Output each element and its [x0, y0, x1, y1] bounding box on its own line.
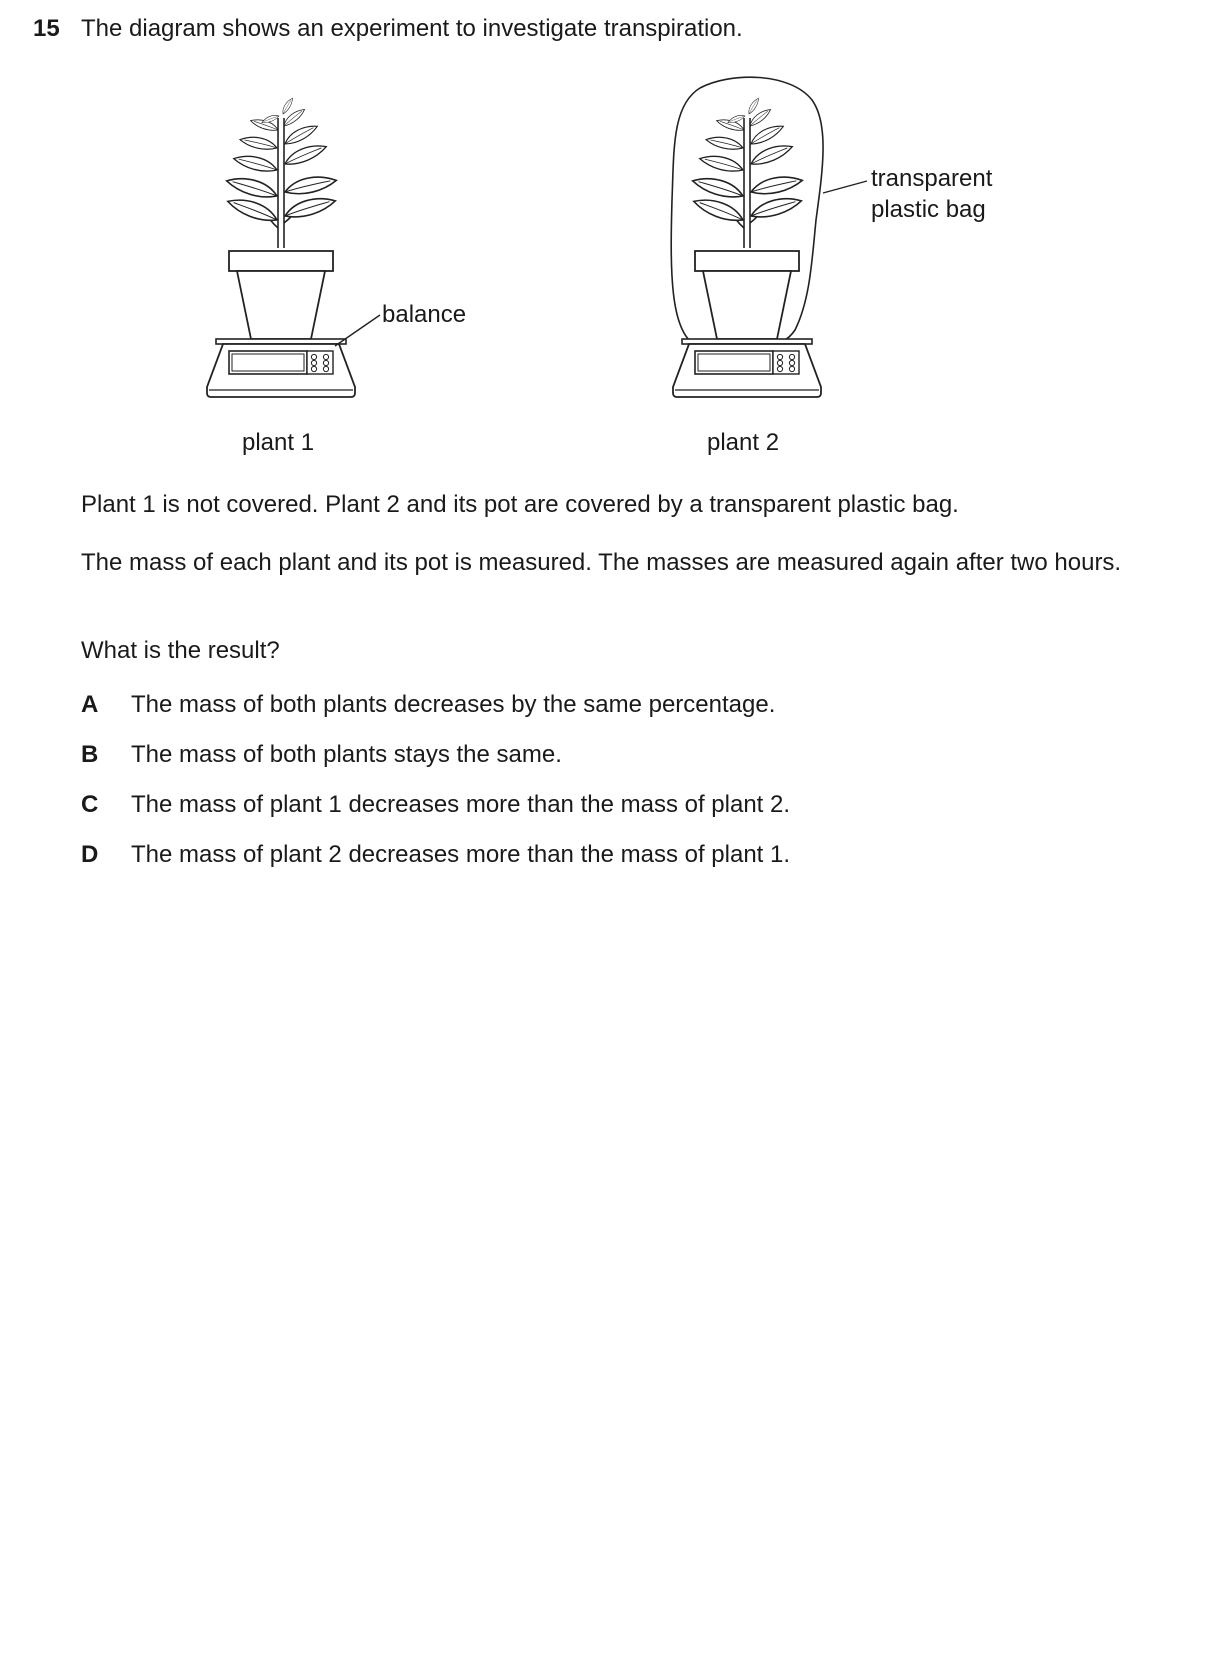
option-b-text: The mass of both plants stays the same. — [131, 741, 562, 768]
balance-label: balance — [382, 301, 467, 328]
option-a-text: The mass of both plants decreases by the same percentage. — [131, 691, 776, 718]
plant-1-caption: plant 1 — [242, 429, 315, 456]
option-c-letter: C — [81, 791, 99, 818]
plant-1-drawing — [207, 97, 380, 397]
option-b-letter: B — [81, 741, 99, 768]
transpiration-diagram — [0, 0, 1209, 460]
paragraph-2: The mass of each plant and its pot is measured. The masses are measured again after two hours. — [81, 549, 1122, 576]
option-c-text: The mass of plant 1 decreases more than the mass of plant 2. — [131, 791, 791, 818]
option-c — [81, 790, 790, 820]
option-d-letter: D — [81, 841, 99, 868]
option-b — [81, 740, 562, 770]
plant-2-caption: plant 2 — [707, 429, 780, 456]
question-prompt: What is the result? — [81, 637, 280, 664]
option-d-text: The mass of plant 2 decreases more than the mass of plant 1. — [131, 841, 791, 868]
paragraph-1: Plant 1 is not covered. Plant 2 and its pot are covered by a transparent plastic bag. — [81, 491, 959, 518]
plant-2-drawing — [671, 77, 867, 397]
option-a-letter: A — [81, 691, 99, 718]
option-d — [81, 840, 790, 870]
bag-label-line2: plastic bag — [871, 196, 986, 223]
option-a — [81, 690, 775, 720]
question-intro: The diagram shows an experiment to investigate transpiration. — [81, 15, 743, 42]
question-number: 15 — [33, 15, 60, 42]
bag-label-line1: transparent — [871, 165, 993, 192]
